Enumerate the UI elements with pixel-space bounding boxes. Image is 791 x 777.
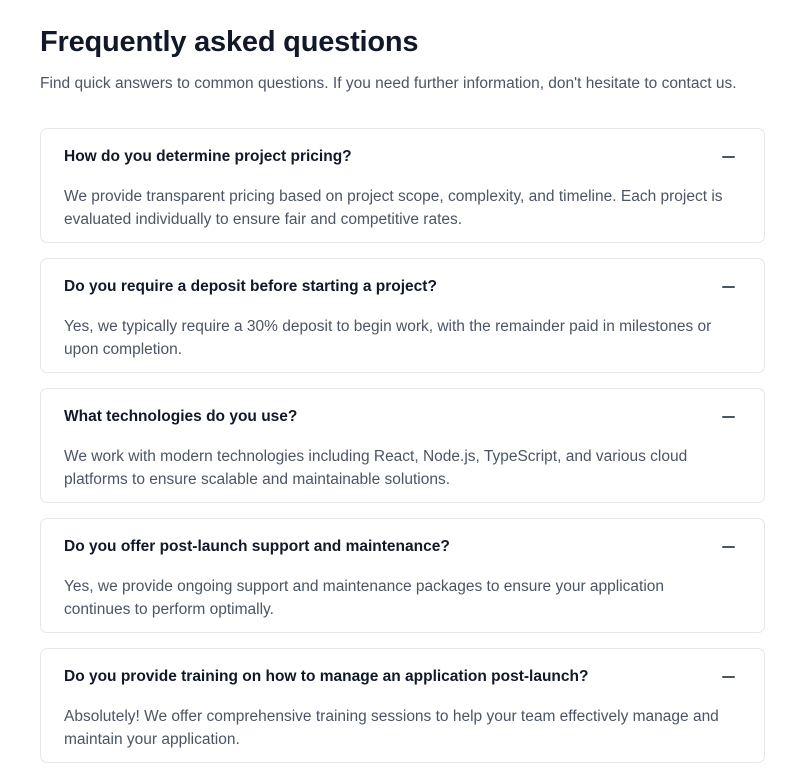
collapse-toggle[interactable] bbox=[716, 405, 740, 429]
faq-answer: We provide transparent pricing based on project scope, complexity, and timeline. Each project is evaluated individually to ensure fair and competitive rates. bbox=[64, 188, 723, 228]
faq-item bbox=[40, 258, 765, 373]
faq-item bbox=[40, 128, 765, 243]
faq-answer: Yes, we typically require a 30% deposit to begin work, with the remainder paid in milestones or upon completion. bbox=[64, 318, 712, 358]
faq-question-button[interactable] bbox=[64, 519, 740, 575]
faq-question: Do you provide training on how to manage an application post-launch? bbox=[64, 668, 589, 685]
faq-question-button[interactable] bbox=[64, 259, 740, 315]
collapse-toggle[interactable] bbox=[716, 535, 740, 559]
minus-icon bbox=[722, 156, 735, 158]
faq-question-button[interactable] bbox=[64, 649, 740, 705]
faq-answer: Absolutely! We offer comprehensive training sessions to help your team effectively manage and maintain your application. bbox=[64, 708, 719, 748]
faq-list bbox=[40, 128, 765, 763]
collapse-toggle[interactable] bbox=[716, 665, 740, 689]
faq-item bbox=[40, 518, 765, 633]
collapse-toggle[interactable] bbox=[716, 145, 740, 169]
page-title: Frequently asked questions bbox=[40, 26, 419, 58]
minus-icon bbox=[722, 676, 735, 678]
faq-question: Do you require a deposit before starting a project? bbox=[64, 278, 437, 295]
faq-question: How do you determine project pricing? bbox=[64, 148, 352, 165]
faq-answer: We work with modern technologies including React, Node.js, TypeScript, and various cloud platforms to ensure scalable and maintainable solutions. bbox=[64, 448, 688, 488]
minus-icon bbox=[722, 286, 735, 288]
faq-question: What technologies do you use? bbox=[64, 408, 298, 425]
faq-question-button[interactable] bbox=[64, 129, 740, 185]
faq-question: Do you offer post-launch support and maintenance? bbox=[64, 538, 450, 555]
faq-answer: Yes, we provide ongoing support and maintenance packages to ensure your application continues to perform optimally. bbox=[64, 578, 665, 618]
minus-icon bbox=[722, 546, 735, 548]
faq-item bbox=[40, 388, 765, 503]
page-subtitle: Find quick answers to common questions. If you need further information, don't hesitate to contact us. bbox=[40, 75, 737, 92]
faq-item bbox=[40, 648, 765, 763]
faq-question-button[interactable] bbox=[64, 389, 740, 445]
collapse-toggle[interactable] bbox=[716, 275, 740, 299]
minus-icon bbox=[722, 416, 735, 418]
